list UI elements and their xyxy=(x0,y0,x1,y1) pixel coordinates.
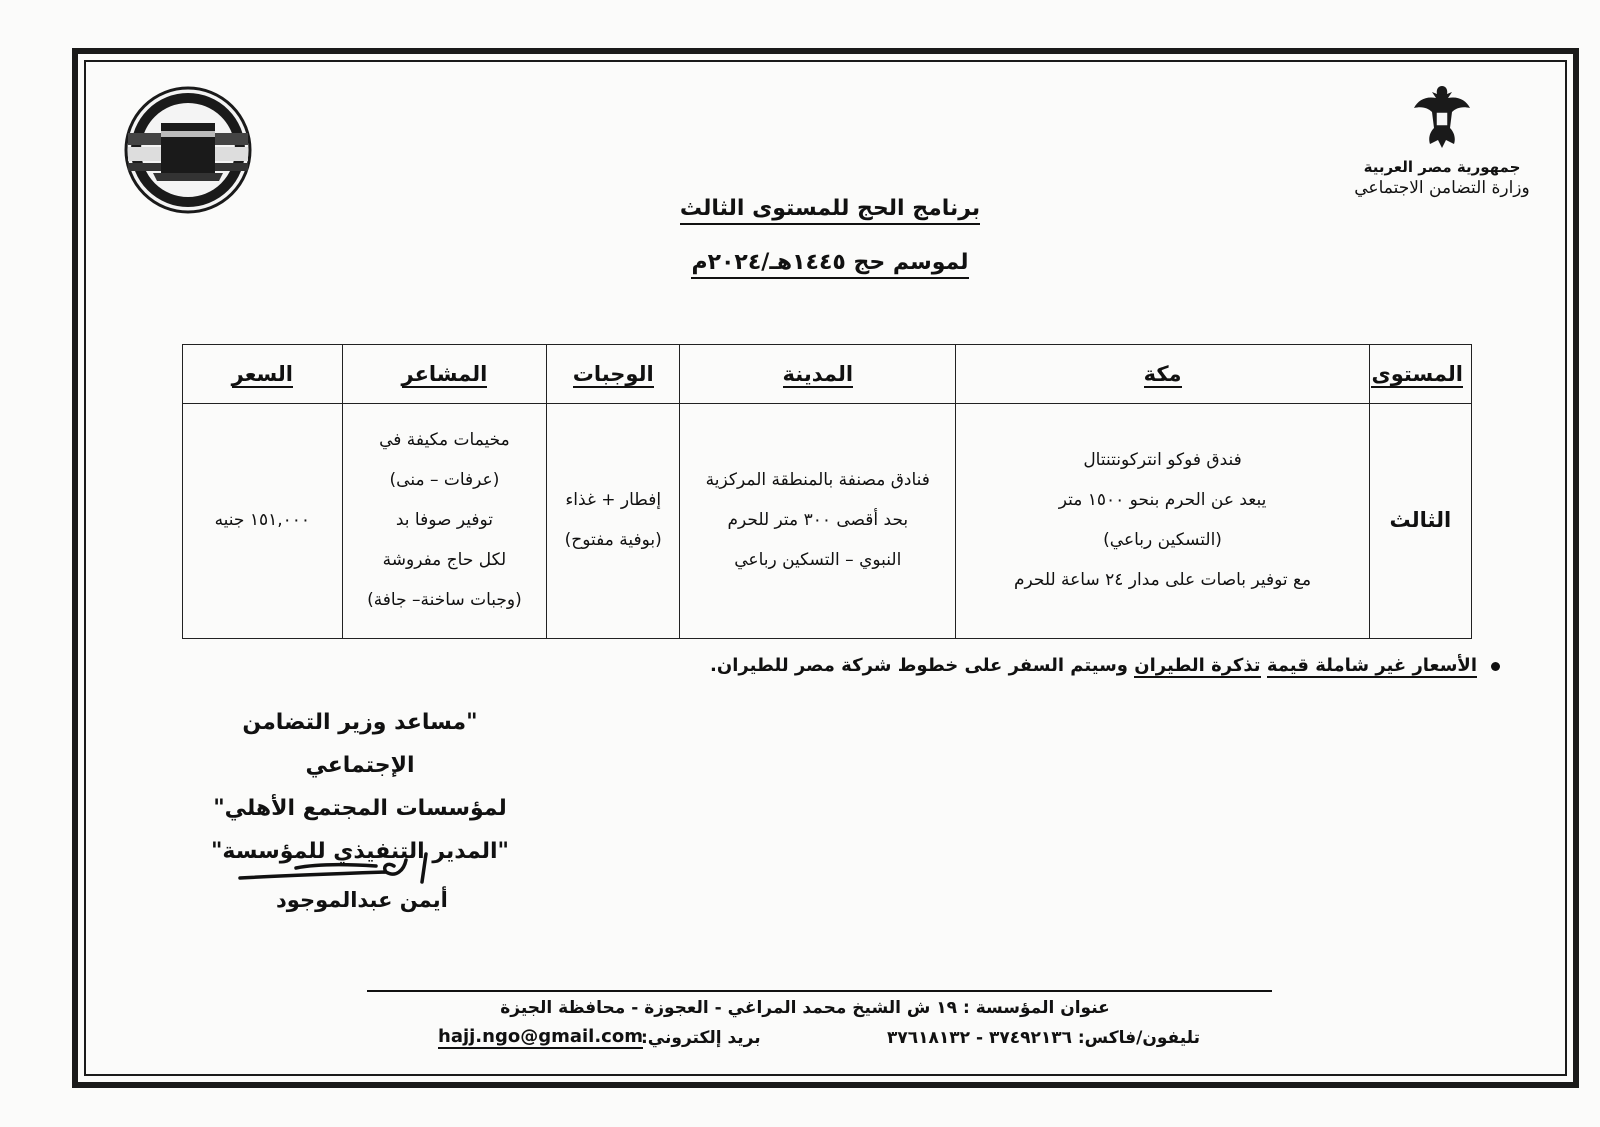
eagle-emblem-icon xyxy=(1412,82,1472,152)
cell-line: يبعد عن الحرم بنحو ١٥٠٠ متر xyxy=(1058,490,1267,511)
header-meals: الوجبات xyxy=(547,345,680,404)
cell-level: الثالث xyxy=(1369,404,1471,639)
footer-divider xyxy=(367,990,1272,992)
cell-line: بحد أقصى ٣٠٠ متر للحرم xyxy=(727,510,909,531)
cell-holy-sites xyxy=(342,404,547,639)
country-name: جمهورية مصر العربية xyxy=(1363,158,1521,176)
ministry-header xyxy=(1342,82,1542,198)
header-holy-sites: المشاعر xyxy=(342,345,547,404)
kaaba-seal-logo-icon xyxy=(123,85,253,215)
cell-line: مخيمات مكيفة في xyxy=(379,430,510,451)
header-level: المستوى xyxy=(1369,345,1471,404)
bullet-icon xyxy=(1491,662,1500,671)
table-row xyxy=(183,404,1472,639)
hajj-program-table xyxy=(182,344,1472,639)
cell-line: النبوي – التسكين رباعي xyxy=(734,549,902,570)
signer-title-line3: "المدير التنفيذي للمؤسسة" xyxy=(210,838,510,864)
header-price: السعر xyxy=(183,345,343,404)
cell-line: (بوفية مفتوح) xyxy=(564,530,662,550)
footer-address: عنوان المؤسسة : ١٩ ش الشيخ محمد المراغي - العجوزة - محافظة الجيزة xyxy=(500,998,1110,1018)
signer-title-line2: لمؤسسات المجتمع الأهلي" xyxy=(213,795,507,821)
ministry-name: وزارة التضامن الاجتماعي xyxy=(1354,178,1530,198)
cell-price: ١٥١,٠٠٠ جنيه xyxy=(183,404,343,639)
signer-name: أيمن عبدالموجود xyxy=(276,888,448,912)
document-subtitle: لموسم حج ١٤٤٥هـ/٢٠٢٤م xyxy=(560,250,1100,275)
footer-phone: تليفون/فاكس: ٣٧٤٩٢١٣٦ - ٣٧٦١٨١٣٢ xyxy=(887,1028,1200,1048)
cell-line: (وجبات ساخنة– جافة) xyxy=(367,589,522,610)
cell-madinah xyxy=(680,404,956,639)
cell-line: (التسكين رباعي) xyxy=(1103,530,1222,550)
cell-line: لكل حاج مفروشة xyxy=(382,549,507,570)
cell-line: فنادق مصنفة بالمنطقة المركزية xyxy=(705,470,930,491)
cell-line: مع توفير باصات على مدار ٢٤ ساعة للحرم xyxy=(1013,569,1312,590)
footer-email-label: بريد إلكتروني: xyxy=(641,1028,761,1048)
price-note: الأسعار غير شاملة قيمة تذكرة الطيران وسيتم السفر على خطوط شركة مصر للطيران. xyxy=(710,655,1500,676)
cell-line: فندق فوكو انتركونتنتال xyxy=(1083,450,1242,471)
header-makkah: مكة xyxy=(956,345,1369,404)
signer-title-line1: "مساعد وزير التضامن الإجتماعي xyxy=(242,710,478,778)
handwritten-signature xyxy=(236,848,446,892)
cell-line: توفير صوفا بد xyxy=(395,510,493,531)
table-header-row xyxy=(183,345,1472,404)
cell-meals xyxy=(547,404,680,639)
document-title: برنامج الحج للمستوى الثالث xyxy=(560,196,1100,221)
cell-makkah xyxy=(956,404,1369,639)
cell-line: (عرفات – منى) xyxy=(389,470,500,491)
footer-email-link[interactable]: hajj.ngo@gmail.com xyxy=(438,1026,643,1047)
header-madinah: المدينة xyxy=(680,345,956,404)
cell-line: إفطار + غذاء xyxy=(565,490,662,511)
